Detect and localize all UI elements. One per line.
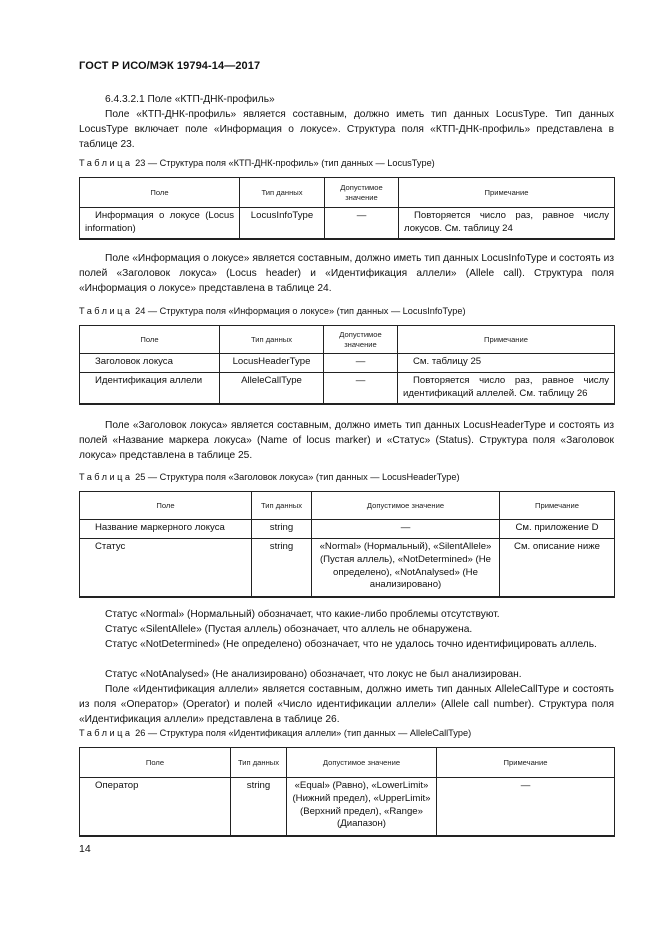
table-cell: «Equal» (Равно), «LowerLimit» (Нижний предел), «UpperLimit» (Верхний предел), «Range» (Диапазон)	[287, 778, 437, 836]
table-cell: —	[325, 208, 399, 239]
table-row	[80, 373, 615, 404]
header-cell: Допустимое значение	[287, 748, 437, 778]
header-cell: Тип данных	[240, 178, 325, 208]
status-note: Статус «NotDetermined» (Не определено) обозначает, что не удалось точно идентифицировать аллель.	[105, 639, 597, 650]
table-cell: См. описание ниже	[500, 539, 615, 597]
paragraph-2: Поле «Информация о локусе» является составным, должно иметь тип данных LocusInfoType и состоять из полей «Заголовок локуса» (Locus header) и «Идентификация аллели» (Allele call). Структура поля «Информация о локусе» представлена в таблице 24.	[79, 253, 614, 295]
section-heading	[79, 92, 614, 107]
table-label: Таблица	[79, 728, 133, 738]
table-row	[80, 208, 615, 239]
header-cell: Примечание	[399, 178, 615, 208]
table-cell: —	[312, 520, 500, 539]
table-cell: LocusInfoType	[240, 208, 325, 239]
table-25-caption	[79, 472, 460, 482]
paragraph-1: Поле «КТП-ДНК-профиль» является составным, должно иметь тип данных LocusType. Тип данных LocusType включает поле «Информация о локусе». Структура поля «КТП-ДНК-профиль» представлена в таблице 23.	[79, 109, 614, 151]
document-header: ГОСТ Р ИСО/МЭК 19794-14—2017	[79, 60, 261, 72]
header-cell: Тип данных	[252, 492, 312, 520]
table-cell: Заголовок локуса	[80, 354, 220, 373]
section-title: Поле «КТП-ДНК-профиль»	[147, 94, 275, 105]
table-cell: —	[324, 354, 398, 373]
header-cell: Поле	[80, 748, 231, 778]
page-number: 14	[79, 843, 91, 855]
header-cell: Примечание	[500, 492, 615, 520]
table-row	[80, 354, 615, 373]
header-cell: Тип данных	[220, 326, 324, 354]
table-cell: AlleleCallType	[220, 373, 324, 404]
table-cell: «Normal» (Нормальный), «SilentAllele» (Пустая аллель), «NotDetermined» (Не определено), «NotAnalysed» (Не анализировано)	[312, 539, 500, 597]
table-cell: См. таблицу 25	[398, 354, 615, 373]
table-cell: Повторяется число раз, равное числу идентификаций аллелей. См. таблицу 26	[398, 373, 615, 404]
table-23-caption	[79, 158, 435, 168]
table-cell: string	[252, 520, 312, 539]
table-header-row	[80, 326, 615, 354]
table-row	[80, 520, 615, 539]
table-caption-text: 24 — Структура поля «Информация о локусе» (тип данных — LocusInfoType)	[135, 306, 466, 316]
header-cell: Тип данных	[231, 748, 287, 778]
table-header-row	[80, 178, 615, 208]
table-cell: См. приложение D	[500, 520, 615, 539]
table-cell: Повторяется число раз, равное числу локусов. См. таблицу 24	[399, 208, 615, 239]
table-caption-text: 26 — Структура поля «Идентификация аллели» (тип данных — AlleleCallType)	[135, 728, 472, 738]
table-24	[79, 325, 615, 405]
table-header-row	[80, 748, 615, 778]
header-cell: Поле	[80, 326, 220, 354]
table-cell: Статус	[80, 539, 252, 597]
table-label: Таблица	[79, 306, 133, 316]
section-number: 6.4.3.2.1	[105, 94, 145, 105]
header-cell: Допустимое значение	[325, 178, 399, 208]
status-note: Статус «SilentAllele» (Пустая аллель) обозначает, что аллель не обнаружена.	[105, 624, 473, 635]
table-row	[80, 539, 615, 597]
table-caption-text: 25 — Структура поля «Заголовок локуса» (тип данных — LocusHeaderType)	[135, 472, 460, 482]
header-cell: Примечание	[398, 326, 615, 354]
status-note: Статус «Normal» (Нормальный) обозначает, что какие-либо проблемы отсутствуют.	[105, 609, 500, 620]
table-24-caption	[79, 306, 466, 316]
header-cell: Примечание	[437, 748, 615, 778]
status-note: Статус «NotAnalysed» (Не анализировано) обозначает, что локус не был анализирован.	[105, 669, 522, 680]
header-cell: Допустимое значение	[312, 492, 500, 520]
table-cell: —	[437, 778, 615, 836]
header-cell: Поле	[80, 492, 252, 520]
table-label: Таблица	[79, 158, 133, 168]
table-23	[79, 177, 615, 240]
table-26	[79, 747, 615, 837]
table-cell: string	[252, 539, 312, 597]
header-cell: Допустимое значение	[324, 326, 398, 354]
table-caption-text: 23 — Структура поля «КТП-ДНК-профиль» (тип данных — LocusType)	[135, 158, 435, 168]
header-cell: Поле	[80, 178, 240, 208]
paragraph-4: Поле «Идентификация аллели» является составным, должно иметь тип данных AlleleCallType и состоять из поля «Оператор» (Operator) и полей «Число идентификации аллели» (Allele call number). Структура поля «Идентификация аллели» представлена в таблице 26.	[79, 684, 614, 726]
table-cell: —	[324, 373, 398, 404]
table-cell: Оператор	[80, 778, 231, 836]
table-cell: Название маркерного локуса	[80, 520, 252, 539]
table-row	[80, 778, 615, 836]
table-26-caption	[79, 728, 471, 738]
table-label: Таблица	[79, 472, 133, 482]
table-cell: string	[231, 778, 287, 836]
table-header-row	[80, 492, 615, 520]
table-cell: LocusHeaderType	[220, 354, 324, 373]
table-cell: Информация о локусе (Locus information)	[80, 208, 240, 239]
table-cell: Идентификация аллели	[80, 373, 220, 404]
paragraph-3: Поле «Заголовок локуса» является составным, должно иметь тип данных LocusHeaderType и состоять из полей «Название маркера локуса» (Name of locus marker) и «Статус» (Status). Структура поля «Заголовок локуса» представлена в таблице 25.	[79, 420, 614, 462]
table-25	[79, 491, 615, 598]
